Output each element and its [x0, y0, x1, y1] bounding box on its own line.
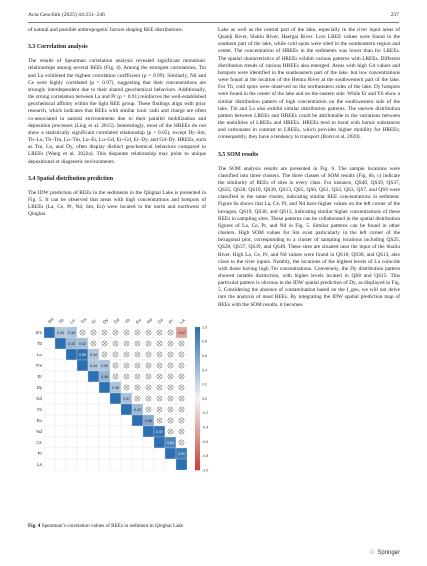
journal-citation: Acta Geochim (2025) 44:231–246	[28, 12, 105, 18]
heatmap-cell	[55, 404, 66, 415]
colorbar-segment	[195, 384, 200, 388]
colorbar-segment	[195, 366, 200, 370]
heatmap-cell	[66, 393, 77, 404]
heatmap-cell	[121, 426, 132, 437]
heatmap-cell	[66, 459, 77, 470]
section-3-3-paragraph: The results of Spearman correlation analysis revealed significant monotonic relationships among several REEs (Fig. 4). Among the strongest correlations, Tm and Lu exhibited the highest correlation coefficient (ρ = 0.99). Similarly, Nd and Ce were highly correlated (ρ = 0.97), suggesting that their concentrations are strongly interdependent due to their shared geochemical behaviors. Additionally, the strong correlation between La and Pr (ρ = 0.91) reinforces the well-established geochemical affinity within the light REE group. These findings align with prior research, which indicates that REEs with similar ionic radii and charge are often co-associated in natural environments due to their parallel mobilization and deposition processes (Ling et al. 2015). Interestingly, most of the HREEs do not show a statistically significant correlated relationship (p < 0.05), except Dy–Sm, Tb–Lu, Tb–Tm, Lu–Tm, Lu–Er, Lu–Gd, Er–Gd, Er–Dy, and Gd–Dy. HREEs, such as Tm, Lu, and Dy, often display distinct geochemical behaviors compared to LREEs (Wang et al. 2022a). This disparate relationship may point to unique depositional or diagenetic environments.	[28, 58, 206, 165]
colorbar-segment	[195, 416, 200, 420]
heatmap-cell	[66, 371, 77, 382]
row-label-ce: Ce	[36, 440, 42, 446]
heatmap-cell	[44, 448, 55, 459]
colorbar-segment	[195, 381, 200, 385]
heatmap-cell	[44, 404, 55, 415]
row-label-tb: Tb	[36, 341, 42, 347]
heatmap-cell	[132, 448, 143, 459]
heatmap-cell	[143, 448, 154, 459]
heatmap-cell	[121, 437, 132, 448]
heatmap-cell	[110, 448, 121, 459]
column-label-pr: Pr	[167, 318, 175, 325]
colorbar-segment	[195, 377, 200, 381]
figure-label: Fig. 4	[28, 523, 41, 529]
heatmap-cell	[55, 371, 66, 382]
heatmap-cell	[165, 459, 176, 470]
row-label-eu: Eu	[36, 418, 42, 424]
colorbar-segment	[195, 406, 200, 410]
heatmap-cell	[88, 448, 99, 459]
column-label-lu: Lu	[68, 317, 76, 325]
heatmap-cell	[143, 437, 154, 448]
colorbar-segment	[195, 363, 200, 367]
section-3-4-title: 3.4 Spatial distribution prediction	[28, 175, 113, 182]
colorbar-tick-label: -0.4	[202, 425, 209, 430]
heatmap-cell	[110, 426, 121, 437]
colorbar-segment	[195, 334, 200, 338]
colorbar-segment	[195, 338, 200, 342]
figure-caption-text: Spearman’s correlation values of REEs in sediment in Qinghai Lake	[41, 523, 184, 529]
heatmap-cell	[55, 360, 66, 371]
correlation-figure	[28, 307, 209, 502]
heatmap-cell	[77, 360, 88, 371]
column-label-ce: Ce	[156, 317, 165, 325]
heatmap-cell	[99, 448, 110, 459]
colorbar-segment	[195, 359, 200, 363]
heatmap-cell	[55, 437, 66, 448]
colorbar-segment	[195, 341, 200, 345]
heatmap-cell	[44, 349, 55, 360]
column-label-dy: Dy	[101, 317, 110, 325]
heatmap-cell	[66, 415, 77, 426]
cell-value-label: -0.47	[177, 331, 186, 335]
heatmap-cell	[77, 393, 88, 404]
heatmap-cell	[66, 426, 77, 437]
heatmap-cell	[132, 459, 143, 470]
heatmap-cell	[77, 371, 88, 382]
colorbar-segment	[195, 438, 200, 442]
heatmap-cell	[88, 404, 99, 415]
right-column	[218, 27, 400, 309]
row-label-pr: Pr	[37, 451, 42, 457]
cell-value-label: 0.84	[167, 441, 174, 445]
colorbar-segment	[195, 420, 200, 424]
cell-value-label: 0.36	[68, 331, 75, 335]
colorbar-segment	[195, 452, 200, 456]
colorbar-segment	[195, 331, 200, 335]
column-label-tb: Tb	[57, 317, 65, 325]
running-header	[28, 12, 399, 22]
heatmap-cell	[99, 404, 110, 415]
colorbar-segment	[195, 352, 200, 356]
heatmap-cell	[55, 426, 66, 437]
colorbar-segment	[195, 463, 200, 467]
colorbar-tick-label: -1.0	[202, 468, 209, 473]
row-label-tm: Tm	[35, 363, 42, 369]
heatmap-cell	[88, 437, 99, 448]
colorbar-tick-label: -0.6	[202, 439, 209, 444]
colorbar-tick-label: -0.8	[202, 454, 209, 459]
colorbar-segment	[195, 434, 200, 438]
heatmap-cell	[88, 426, 99, 437]
colorbar-segment	[195, 356, 200, 360]
heatmap-cell	[66, 448, 77, 459]
heatmap-cell	[99, 415, 110, 426]
column-label-nd: Nd	[145, 317, 154, 325]
heatmap-cell	[55, 448, 66, 459]
heatmap-cell	[132, 437, 143, 448]
row-label-lu: Lu	[37, 352, 42, 358]
heatmap-cell	[88, 393, 99, 404]
row-label-dy: Dy	[36, 385, 42, 391]
heatmap-cell	[165, 448, 176, 459]
row-label-sm: Sm	[35, 330, 42, 336]
heatmap-cell	[77, 437, 88, 448]
colorbar-segment	[195, 413, 200, 417]
colorbar-segment	[195, 427, 200, 431]
heatmap-cell	[88, 382, 99, 393]
heatmap-cell	[55, 349, 66, 360]
continued-paragraph: Lake as well as the central part of the lake, especially in the river input areas of Quanji River, Shaliu River, Haergai River. Low LREE values were found in the southern part of the lake, while cold spots were sited in the southeastern region and center. The concentration of HREEs in the sediments was lower than for LREEs. The spatial characteristics of HREEs exhibit various patterns with LREEs. Different distribution trends of various HREEs also emerged. Areas with high Gd values and hotspots were identified in the southeastern part of the lake, but low concentrations were found at the location of the Heima River at the southwestern part of the lake. For Tb, cold spots were observed on the northeastern sides of the lake. Dy hotspots were found in the center of the lake and on the eastern side. While Er and Yb show a similar distribution pattern of high concentration on the southwestern side of the lake, Tm and Lu also exhibit similar distribution patterns. The uneven distribution pattern between LREEs and HREEs could be attributable to the variations between the mobilities of LREEs and HREEs. HREEs tend to bond with humic substances and carbonates in contrast to LREEs, which provides higher mobility for HREEs; consequently, they have a tendency to transport (Borst et al. 2020).	[218, 27, 400, 141]
heatmap-cell	[77, 459, 88, 470]
heatmap-cell	[99, 393, 110, 404]
section-3-4-paragraph: The IDW prediction of REEs in the sediments in the Qinghai Lake is presented in Fig. 5. It can be observed that areas with high concentrations and hotspots of LREEs (La, Ce, Pr, Nd, Sm, Eu) were located in the north and northwest of Qinghai	[28, 189, 206, 218]
row-label-yb: Yb	[36, 407, 42, 413]
heatmap-cell	[110, 404, 121, 415]
colorbar-segment	[195, 431, 200, 435]
cell-value-label: 0.37	[123, 397, 130, 401]
colorbar-tick-label: 0.6	[202, 354, 207, 358]
heatmap-cell	[77, 404, 88, 415]
heatmap-cell	[66, 349, 77, 360]
cell-value-label: 0.44	[68, 342, 75, 346]
column-label-tm: Tm	[79, 316, 88, 325]
row-label-gd: Gd	[36, 396, 42, 402]
heatmap-cell	[44, 382, 55, 393]
heatmap-cell	[77, 382, 88, 393]
heatmap-cell	[154, 437, 165, 448]
heatmap-cell	[66, 404, 77, 415]
figure-caption	[28, 523, 206, 530]
heatmap-cell	[132, 415, 143, 426]
heatmap-cell	[66, 382, 77, 393]
heatmap-cell	[66, 437, 77, 448]
section-3-3-title: 3.3 Correlation analysis	[28, 44, 88, 51]
colorbar-segment	[195, 402, 200, 406]
column-label-eu: Eu	[134, 317, 143, 325]
heatmap-cell	[143, 459, 154, 470]
column-label-la: La	[178, 317, 186, 325]
colorbar-segment	[195, 445, 200, 449]
cell-value-label: 0.43	[134, 408, 141, 412]
colorbar-segment	[195, 388, 200, 392]
cell-value-label: 0.34	[90, 353, 97, 357]
cell-value-label: 0.36	[112, 386, 119, 390]
heatmap-cell	[77, 448, 88, 459]
heatmap-cell	[110, 459, 121, 470]
section-3-5-paragraph: The SOM analysis results are presented in Fig. 6. The sample locations were classified into three clusters. The three classes of SOM results (Fig. 6b, c) indicate the similarity of REEs of sites in every class. For instance, QS40, QS39, QS37, QS25, QS28, QS10, QS38, QS13, QS5, QS6, QS1, QS2, QS3, QS7, and QS9 were classified in the same cluster, indicating similar REE concentrations in sediment. Figure 6a shows that La, Ce, Pr, and Nd have higher values on the left corner of the hexagon, QS10, QS38, and QS13, indicating similar higher concentrations of these REEs in sampling sites. These patterns can be collaborated in the spatial distribution figures of La, Ce, Pr, and Nd in Fig. 5. Similar patterns can be found in other clusters. High SOM values for Sm exist particularly in the left corner of the hexagonal plot, corresponding to a cluster of sampling locations including QS25, QS28, QS37, QS39, and QS40. These sites are situated near the input of the Shaliu River. High La, Ce, Pr, and Nd values were found in QS10, QS38, and QS13, also close to the river inputs. Notably, the locations of the highest levels of Lu coincide with those having high Tm concentrations. Conversely, the Dy distribution pattern showed notable distinction, with higher levels located in QS8 and QS15. This particular pattern is obvious in the IDW spatial prediction of Dy, as displayed in Fig. 5. Considering the absence of contamination based on the I_geo, we will not delve into the analysis of most REEs. By integrating the IDW spatial prediction map of REEs with the SOM results, it becomes	[218, 165, 400, 308]
colorbar-segment	[195, 456, 200, 460]
heatmap-cell	[55, 382, 66, 393]
heatmap-cell	[44, 393, 55, 404]
colorbar-segment	[195, 370, 200, 374]
colorbar-segment	[195, 466, 200, 470]
heatmap-cell	[154, 448, 165, 459]
heatmap-cell	[44, 459, 55, 470]
colorbar-tick-label: 0.0	[202, 396, 207, 401]
heatmap-cell	[88, 459, 99, 470]
row-label-la: La	[37, 462, 42, 468]
cell-value-label: 0.99	[79, 353, 86, 357]
heatmap-cell	[44, 437, 55, 448]
springer-logo	[369, 548, 400, 556]
heatmap-cell	[44, 371, 55, 382]
colorbar-tick-label: 1.0	[202, 325, 207, 330]
colorbar-segment	[195, 391, 200, 395]
heatmap-cell	[99, 426, 110, 437]
column-label-er: Er	[90, 318, 98, 325]
heatmap-cell	[121, 459, 132, 470]
column-label-yb: Yb	[123, 317, 132, 325]
colorbar-segment	[195, 409, 200, 413]
heatmap-cell	[143, 426, 154, 437]
heatmap-cell	[55, 459, 66, 470]
cell-value-label: 0.34	[57, 331, 64, 335]
cell-value-label: 0.48	[101, 375, 108, 379]
row-label-nd: Nd	[36, 429, 42, 435]
colorbar-tick-label: 0.8	[202, 339, 207, 344]
header-rule	[28, 22, 399, 23]
heatmap-cell	[121, 448, 132, 459]
cell-value-label: 0.34	[90, 364, 97, 368]
heatmap-cell	[77, 415, 88, 426]
heatmap-cell	[121, 415, 132, 426]
heatmap-cell	[132, 426, 143, 437]
publisher-name: Springer	[377, 550, 400, 556]
heatmap-cell	[99, 382, 110, 393]
heatmap-cell	[176, 459, 187, 470]
cell-value-label: 0.36	[101, 364, 108, 368]
heatmap-cell	[44, 360, 55, 371]
heatmap-cell	[88, 371, 99, 382]
heatmap-cell	[44, 426, 55, 437]
heatmap-cell	[55, 338, 66, 349]
left-column	[28, 27, 206, 218]
colorbar-segment	[195, 345, 200, 349]
column-label-gd: Gd	[112, 317, 121, 325]
colorbar-segment	[195, 449, 200, 453]
colorbar-segment	[195, 424, 200, 428]
heatmap-cell	[44, 327, 55, 338]
heatmap-cell	[77, 426, 88, 437]
heatmap-cell	[55, 393, 66, 404]
section-3-5-title: 3.5 SOM results	[218, 151, 259, 158]
cell-value-label: 0.91	[178, 452, 185, 456]
row-label-er: Er	[37, 374, 42, 380]
cell-value-label: 0.97	[156, 430, 163, 434]
intro-paragraph: of natural and possible anthropogenic factors shaping REE distributions.	[28, 27, 184, 33]
springer-horse-icon: ♘	[369, 549, 376, 556]
cell-value-label: 0.56	[145, 419, 152, 423]
heatmap-cell	[44, 415, 55, 426]
heatmap-cell	[154, 459, 165, 470]
heatmap-cell	[66, 360, 77, 371]
heatmap-cell	[88, 415, 99, 426]
cell-value-label: 0.42	[79, 342, 86, 346]
colorbar-segment	[195, 348, 200, 352]
heatmap-cell	[110, 437, 121, 448]
colorbar-segment	[195, 327, 200, 331]
colorbar-segment	[195, 395, 200, 399]
heatmap-cell	[44, 338, 55, 349]
heatmap-cell	[99, 459, 110, 470]
column-label-sm: Sm	[46, 316, 55, 325]
heatmap-cell	[121, 404, 132, 415]
colorbar-tick-label: 0.4	[202, 368, 207, 373]
colorbar-segment	[195, 399, 200, 403]
page-number: 237	[390, 12, 399, 18]
colorbar-tick-label: -0.2	[202, 411, 209, 416]
colorbar-segment	[195, 373, 200, 377]
colorbar-tick-label: 0.2	[202, 382, 207, 387]
heatmap-cell	[110, 415, 121, 426]
colorbar-segment	[195, 441, 200, 445]
correlation-heatmap	[28, 307, 209, 502]
heatmap-cell	[110, 393, 121, 404]
heatmap-cell	[99, 437, 110, 448]
heatmap-cell	[55, 415, 66, 426]
colorbar-segment	[195, 459, 200, 463]
